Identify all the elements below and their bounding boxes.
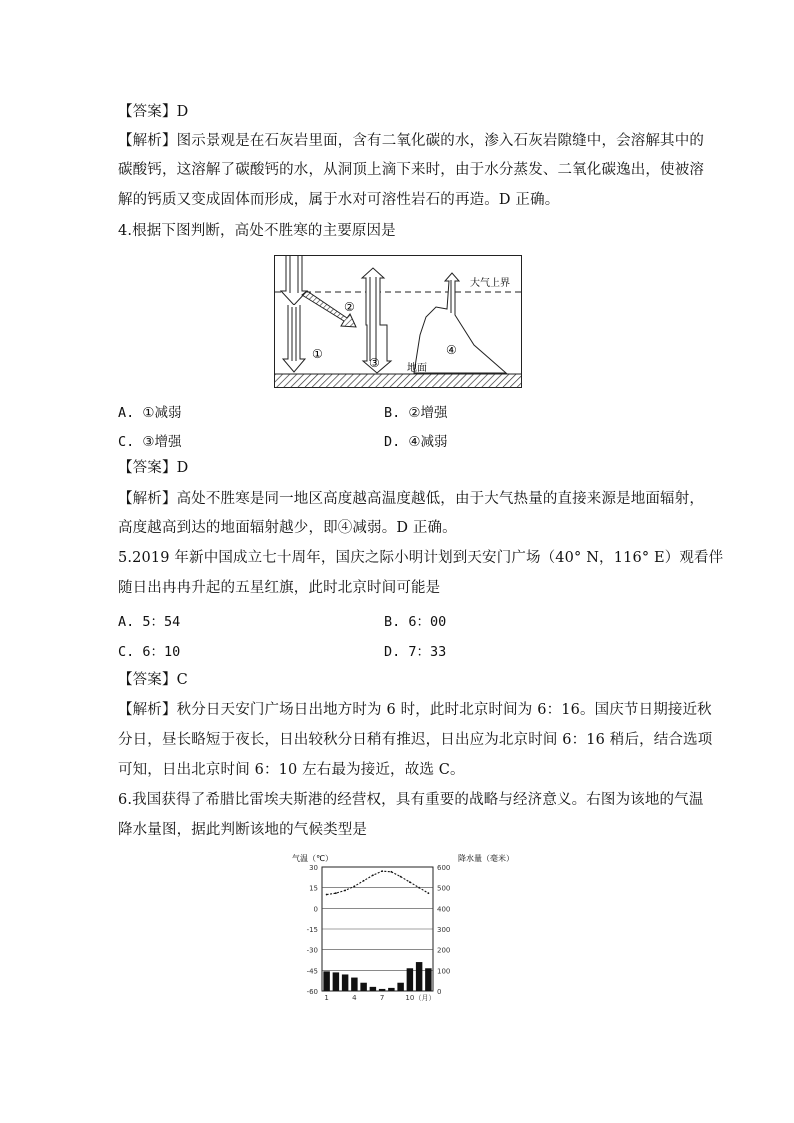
q3-answer: 【答案】D xyxy=(118,104,189,120)
q3-analysis-line-3: 解的钙质又变成固体而形成，属于水对可溶性岩石的再造。D 正确。 xyxy=(118,192,560,208)
label-ground: 地面 xyxy=(407,363,427,374)
q5-question-line-2: 随日出冉冉升起的五星红旗，此时北京时间可能是 xyxy=(118,580,441,596)
q5-analysis-line-3: 可知，日出北京时间 6：10 左右最为接近，故选 C。 xyxy=(118,762,465,778)
precip-bar xyxy=(370,987,376,991)
precip-bar xyxy=(388,988,394,991)
precip-tick-label: 0 xyxy=(437,988,442,996)
precip-bar xyxy=(323,971,329,991)
temperature-point xyxy=(418,887,420,889)
precip-bar xyxy=(351,978,357,991)
q3-analysis-line-2: 碳酸钙，这溶解了碳酸钙的水，从洞顶上滴下来时，由于水分蒸发、二氧化碳逸出，使被溶 xyxy=(118,162,704,178)
precip-bar xyxy=(333,972,339,991)
month-tick-label: 10 xyxy=(405,994,415,1002)
q6-question-line-1: 6.我国获得了希腊比雷埃夫斯港的经营权，具有重要的战略与经济意义。右图为该地的气温 xyxy=(118,792,704,808)
month-tick-label: （月） xyxy=(414,994,436,1002)
temperature-point xyxy=(427,892,429,894)
temperature-point xyxy=(326,894,328,896)
marker-2: ② xyxy=(344,300,355,314)
q4-option-b: B. ②增强 xyxy=(384,405,448,421)
marker-3: ③ xyxy=(369,356,380,370)
precip-tick-label: 400 xyxy=(437,905,451,914)
ground-hatch xyxy=(275,374,521,387)
temperature-line xyxy=(327,871,429,894)
temp-tick-label: -45 xyxy=(306,967,318,976)
precip-axis-label: 降水量（毫米） xyxy=(458,854,514,863)
temp-tick-label: 0 xyxy=(313,905,318,914)
temp-tick-label: 15 xyxy=(309,884,318,893)
q4-option-d: D. ④减弱 xyxy=(384,434,448,450)
temp-tick-label: -30 xyxy=(306,946,318,955)
climate-chart xyxy=(290,852,514,1006)
q5-option-b: B. 6：00 xyxy=(384,614,447,630)
q5-option-a: A. 5：54 xyxy=(118,614,181,630)
q5-option-c: C. 6：10 xyxy=(118,644,181,660)
precip-tick-label: 500 xyxy=(437,884,451,893)
temp-tick-label: -60 xyxy=(306,988,318,996)
climate-chart-svg xyxy=(290,852,514,1002)
radiation-diagram xyxy=(274,255,522,388)
q3-analysis-line-1: 【解析】图示景观是在石灰岩里面，含有二氧化碳的水，渗入石灰岩隙缝中，会溶解其中的 xyxy=(118,133,704,149)
q4-answer: 【答案】D xyxy=(118,460,189,476)
q5-option-d: D. 7：33 xyxy=(384,644,447,660)
q4-option-a: A. ①减弱 xyxy=(118,405,182,421)
precip-tick-label: 300 xyxy=(437,926,451,934)
marker-4: ④ xyxy=(446,343,457,357)
temperature-point xyxy=(335,892,337,894)
temp-tick-label: 30 xyxy=(309,864,318,872)
q4-analysis-line-2: 高度越高到达的地面辐射越少，即④减弱。D 正确。 xyxy=(118,520,457,536)
month-tick-label: 1 xyxy=(324,994,329,1002)
temperature-point xyxy=(372,874,374,876)
temperature-point xyxy=(400,876,402,878)
temperature-point xyxy=(409,881,411,883)
q4-analysis-line-1: 【解析】高处不胜寒是同一地区高度越高温度越低，由于大气热量的直接来源是地面辐射， xyxy=(118,491,704,507)
precip-bar xyxy=(342,974,348,991)
precip-bar xyxy=(407,968,413,991)
q4-question: 4.根据下图判断，高处不胜寒的主要原因是 xyxy=(118,223,396,239)
q5-analysis-line-1: 【解析】秋分日天安门广场日出地方时为 6 时，此时北京时间为 6：16。国庆节日期接近秋 xyxy=(118,702,712,718)
radiation-figure xyxy=(274,255,522,392)
marker-1: ① xyxy=(312,347,323,361)
q5-question-line-1: 5.2019 年新中国成立七十周年，国庆之际小明计划到天安门广场（40° N，116° E）观看伴 xyxy=(118,550,724,566)
temp-tick-label: -15 xyxy=(306,926,318,934)
label-atmosphere-top: 大气上界 xyxy=(470,278,510,289)
precip-tick-label: 100 xyxy=(437,967,451,976)
temperature-point xyxy=(390,871,392,873)
q4-option-c: C. ③增强 xyxy=(118,434,182,450)
precip-bar xyxy=(379,989,385,991)
precip-tick-label: 200 xyxy=(437,946,451,955)
q6-question-line-2: 降水量图，据此判断该地的气候类型是 xyxy=(118,822,368,838)
q5-answer: 【答案】C xyxy=(118,672,188,688)
temperature-point xyxy=(344,890,346,892)
temperature-point xyxy=(353,885,355,887)
precip-bar xyxy=(425,968,431,991)
precip-bar xyxy=(416,962,422,991)
month-tick-label: 4 xyxy=(352,994,357,1002)
temperature-point xyxy=(363,880,365,882)
month-tick-label: 7 xyxy=(379,994,385,1002)
precip-bar xyxy=(360,983,366,991)
precip-bar xyxy=(397,983,403,991)
temp-axis-label: 气温（℃） xyxy=(292,854,333,863)
precip-tick-label: 600 xyxy=(437,864,451,872)
temperature-point xyxy=(381,870,383,872)
q5-analysis-line-2: 分日，昼长略短于夜长，日出较秋分日稍有推迟，日出应为北京时间 6：16 稍后，结合选项 xyxy=(118,732,713,748)
